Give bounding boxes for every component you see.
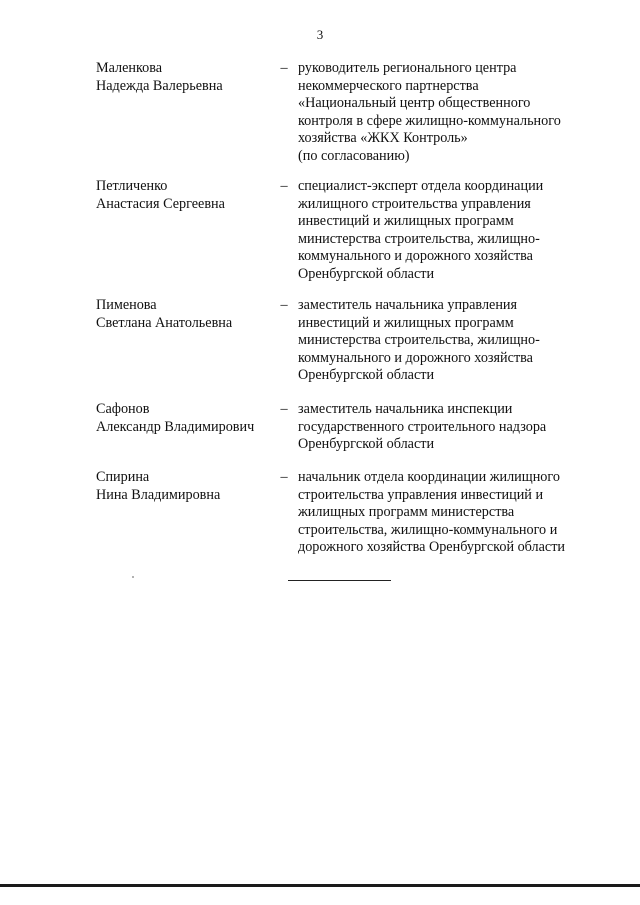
member-given-name: Надежда Валерьевна <box>96 77 223 94</box>
role-line: министерства строительства, жилищно- <box>298 332 540 349</box>
scan-speck <box>132 576 134 578</box>
role-line: строительства управления инвестиций и <box>298 486 544 503</box>
role-line: руководитель регионального центра <box>298 60 517 76</box>
role-line: инвестиций и жилищных программ <box>298 314 514 331</box>
dash-separator: – <box>280 297 288 313</box>
member-role <box>298 469 588 557</box>
end-of-list-rule <box>288 580 391 581</box>
role-line: контроля в сфере жилищно-коммунального <box>298 112 561 129</box>
dash-separator: – <box>280 178 288 194</box>
member-role <box>298 178 588 284</box>
bottom-scan-edge <box>0 884 640 887</box>
role-line: Оренбургской области <box>298 367 435 384</box>
role-line: Оренбургской области <box>298 265 435 282</box>
role-line: Оренбургской области <box>298 436 435 453</box>
member-name <box>96 469 276 504</box>
role-line: заместитель начальника управления <box>298 297 518 313</box>
member-given-name: Анастасия Сергеевна <box>96 195 225 212</box>
role-line: дорожного хозяйства Оренбургской области <box>298 539 566 556</box>
role-line: государственного строительного надзора <box>298 418 547 435</box>
member-surname: Маленкова <box>96 60 163 76</box>
dash-separator: – <box>280 469 288 485</box>
role-line: министерства строительства, жилищно- <box>298 230 540 247</box>
role-line: специалист-эксперт отдела координации <box>298 178 544 194</box>
role-line: некоммерческого партнерства <box>298 77 479 94</box>
member-role <box>298 60 588 166</box>
role-line: жилищных программ министерства <box>298 504 515 521</box>
page-number: 3 <box>316 27 324 42</box>
member-given-name: Светлана Анатольевна <box>96 314 233 331</box>
member-surname: Спирина <box>96 469 150 485</box>
member-role <box>298 401 588 454</box>
member-surname: Сафонов <box>96 401 150 417</box>
dash-separator: – <box>280 401 288 417</box>
member-name <box>96 60 276 95</box>
member-given-name: Александр Владимирович <box>96 418 255 435</box>
member-name <box>96 297 276 332</box>
role-line: инвестиций и жилищных программ <box>298 213 514 230</box>
role-line: коммунального и дорожного хозяйства <box>298 248 533 265</box>
role-line: начальник отдела координации жилищного <box>298 469 560 485</box>
role-line: (по согласованию) <box>298 147 410 164</box>
member-given-name: Нина Владимировна <box>96 486 221 503</box>
role-line: жилищного строительства управления <box>298 195 531 212</box>
role-line: заместитель начальника инспекции <box>298 401 513 417</box>
dash-separator: – <box>280 60 288 76</box>
member-surname: Пименова <box>96 297 157 313</box>
role-line: «Национальный центр общественного <box>298 95 531 112</box>
member-name <box>96 401 276 436</box>
role-line: коммунального и дорожного хозяйства <box>298 349 533 366</box>
role-line: строительства, жилищно-коммунального и <box>298 521 558 538</box>
member-surname: Петличенко <box>96 178 168 194</box>
role-line: хозяйства «ЖКХ Контроль» <box>298 130 468 147</box>
member-name <box>96 178 276 213</box>
member-role <box>298 297 588 385</box>
